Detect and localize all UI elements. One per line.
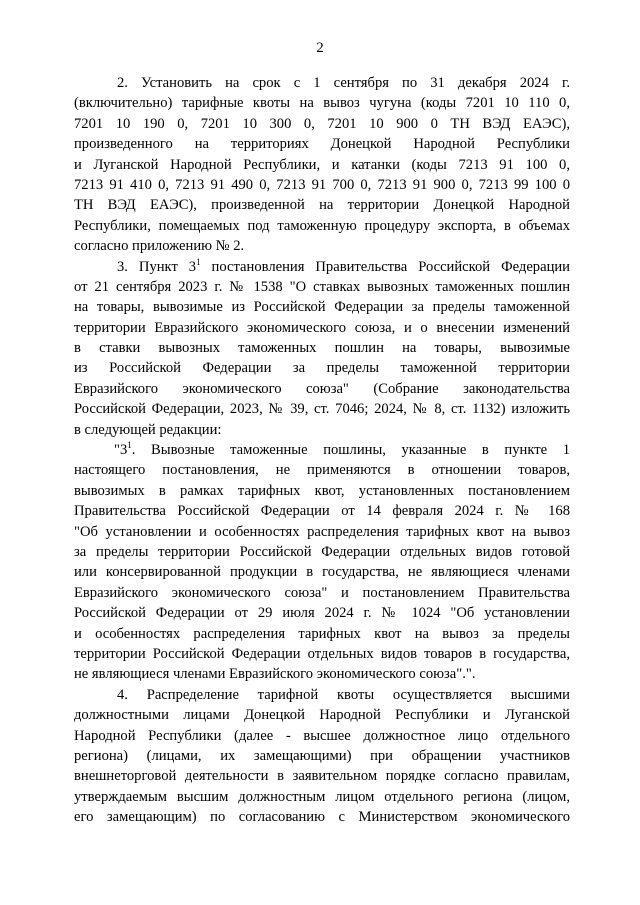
paragraph-line: должностными лицами Донецкой Народной Республики и Луганской [74,707,570,724]
paragraph-line-first [74,257,570,277]
paragraph-line: произведенного на территориях Донецкой Народной Республики [74,136,570,153]
paragraph-line: Евразийского экономического союза" и постановлением Правительства [74,584,570,601]
paragraph-line: в следующей редакции: [74,421,222,438]
superscript: 1 [127,440,132,451]
paragraph-line: (включительно) тарифные квоты на вывоз чугуна (коды 7201 10 110 0, [74,95,570,112]
paragraph-line: вывозимых в рамках тарифных квот, установленных постановлением [74,482,570,499]
paragraph-line: ТН ВЭД ЕАЭС), произведенной на территории Донецкой Народной [74,197,570,214]
paragraph-line-start: 3. Пункт 3 [117,258,197,275]
paragraph-line: "Об установлении и особенностях распределения тарифных квот на вывоз [74,523,570,540]
paragraph-line: за пределы территории Российской Федерации отдельных видов готовой [74,543,570,560]
paragraph-item-3 [74,257,570,441]
paragraph-line: Народной Республики (далее - высшее должностное лицо отдельного [74,727,570,744]
page-number: 2 [316,40,324,56]
paragraph-line: 7213 91 410 0, 7213 91 490 0, 7213 91 700 0, 7213 91 900 0, 7213 99 100 0 [74,176,570,193]
paragraph-line: территории Евразийского экономического союза, и о внесении изменений [74,319,570,336]
paragraph-item-2 [74,73,570,257]
paragraph-line: на товары, вывозимые из Российской Федерации за пределы таможенной [74,299,570,316]
paragraph-line: и особенностях распределения тарифных квот на вывоз за пределы [74,625,570,642]
paragraph-line: от 21 сентября 2023 г. № 1538 "О ставках вывозных таможенных пошлин [74,278,570,295]
paragraph-line: и Луганской Народной Республики, и катанки (коды 7213 91 100 0, [74,156,570,173]
paragraph-item-4 [74,685,570,828]
paragraph-line: Евразийского экономического союза" (Собрание законодательства [74,380,570,397]
paragraph-line: не являющиеся членами Евразийского экономического союза".". [74,666,476,683]
paragraph-line: Республики, помещаемых под таможенную процедуру экспорта, в объемах [74,217,570,234]
paragraph-line: 2. Установить на срок с 1 сентября по 31 декабря 2024 г. [117,75,570,91]
paragraph-line: региона) (лицами, их замещающими) при обращении участников [74,747,570,764]
paragraph-line: из Российской Федерации за пределы таможенной территории [74,360,570,377]
paragraph-line: в ставки вывозных таможенных пошлин на товары, вывозимые [74,340,570,357]
paragraph-line: 7201 10 190 0, 7201 10 300 0, 7201 10 900 0 ТН ВЭД ЕАЭС), [74,115,570,132]
paragraph-line-first [74,440,570,460]
document-body [74,73,570,827]
paragraph-line: его замещающим) по согласованию с Министерством экономического [74,809,570,826]
paragraph-line: настоящего постановления, не применяются в отношении товаров, [74,462,570,479]
paragraph-line: Российской Федерации, 2023, № 39, ст. 7046; 2024, № 8, ст. 1132) изложить [74,401,570,418]
paragraph-line: внешнеторговой деятельности в заявительном порядке согласно правилам, [74,768,570,785]
paragraph-line: или консервированной продукции в государства, не являющиеся членами [74,564,570,581]
paragraph-line-rest: . Вывозные таможенные пошлины, указанные в пункте 1 [131,442,570,459]
paragraph-line: Российской Федерации от 29 июля 2024 г. № 1024 "Об установлении [74,605,570,622]
paragraph-line-start: "3 [114,442,128,459]
paragraph-line: согласно приложению № 2. [74,238,245,255]
quoted-paragraph-3-1 [74,440,570,685]
paragraph-line: утверждаемым высшим должностным лицом отдельного региона (лицом, [74,788,570,805]
paragraph-line-rest: постановления Правительства Российской Федерации [200,258,570,275]
paragraph-line: Правительства Российской Федерации от 14 февраля 2024 г. № 168 [74,503,570,520]
superscript: 1 [196,256,201,267]
paragraph-line: 4. Распределение тарифной квоты осуществляется высшими [117,686,570,703]
paragraph-line: территории Российской Федерации отдельных видов товаров в государства, [74,645,570,662]
